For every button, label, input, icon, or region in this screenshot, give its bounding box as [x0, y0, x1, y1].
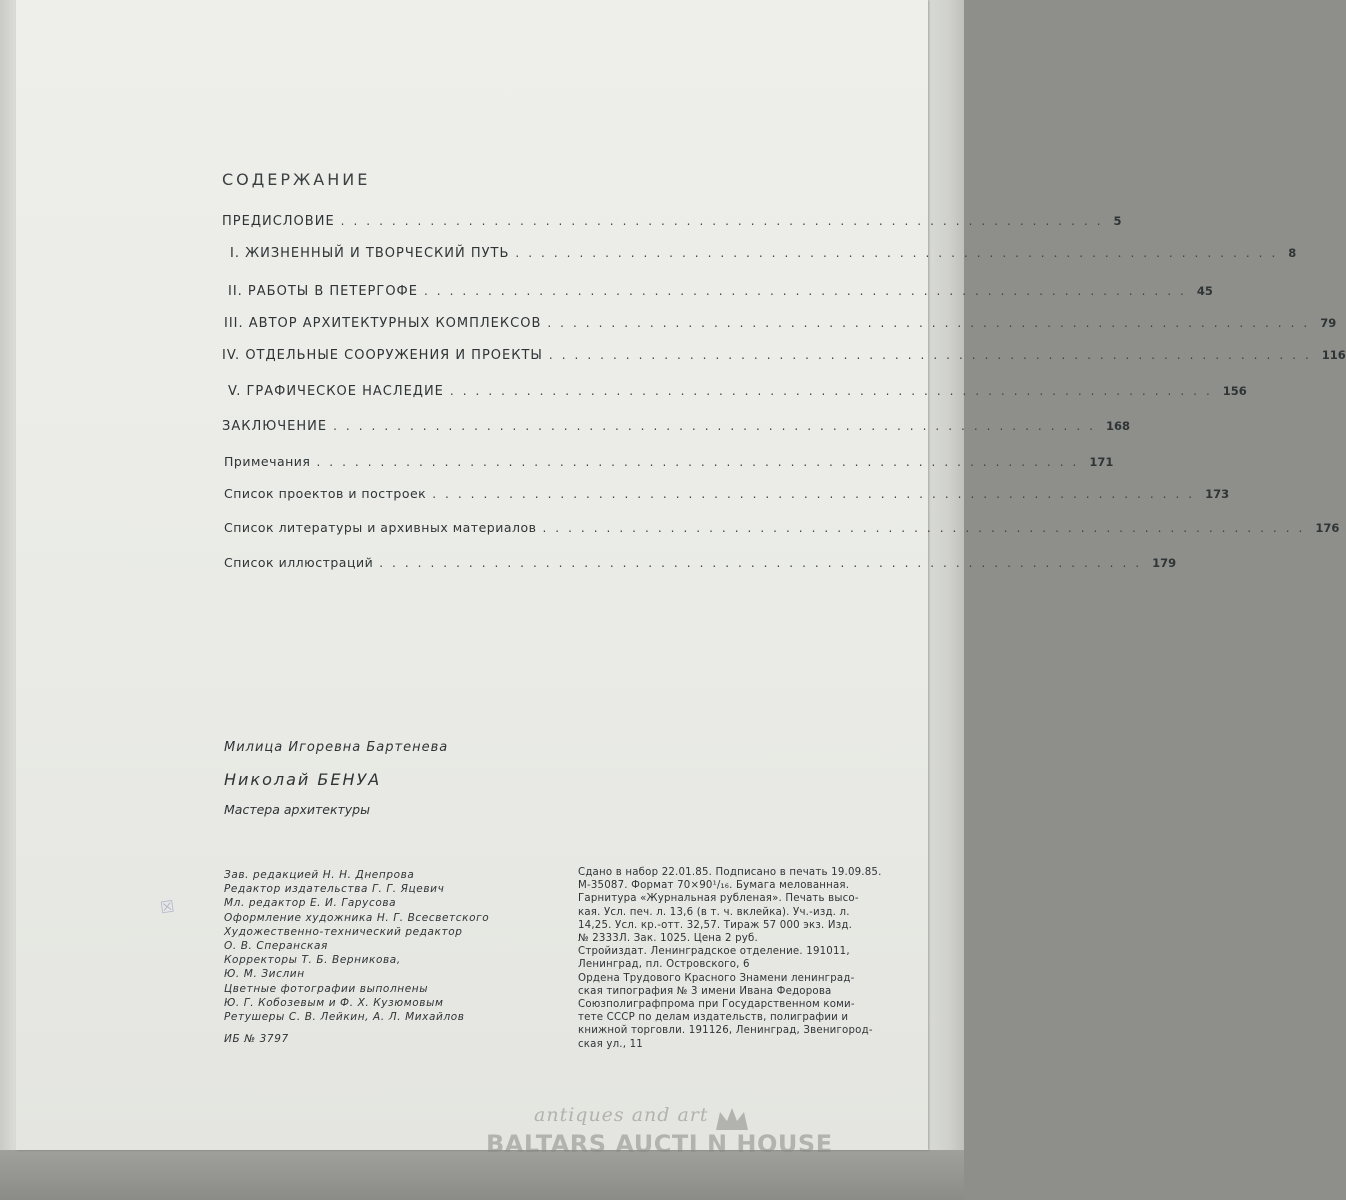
credit-line: Зав. редакцией Н. Н. Днепрова: [224, 869, 415, 881]
toc-entry: [224, 316, 1337, 336]
toc-entry-page: 176: [1315, 521, 1340, 535]
toc-leader-dots: ............................................................: [548, 348, 1318, 362]
imprint-line: Гарнитура «Журнальная рубленая». Печать высо-: [578, 893, 859, 905]
toc-entry-page: 173: [1205, 487, 1230, 501]
toc-entry-label: IV. ОТДЕЛЬНЫЕ СООРУЖЕНИЯ И ПРОЕКТЫ: [222, 348, 543, 363]
imprint-line: ская ул., 11: [578, 1038, 643, 1050]
toc-entry-label: Список иллюстраций: [224, 555, 374, 570]
credit-line: Мл. редактор Е. И. Гарусова: [224, 897, 397, 910]
toc-entry-page: 156: [1222, 384, 1247, 398]
toc-entry-page: 45: [1196, 284, 1213, 298]
credit-line: Редактор издательства Г. Г. Яцевич: [224, 883, 445, 896]
credits-block: [224, 868, 564, 1046]
toc-entry-page: 179: [1152, 556, 1177, 570]
toc-entry: [228, 384, 1247, 404]
toc-leader-dots: ............................................................: [542, 521, 1312, 535]
toc-entry-page: 116: [1321, 348, 1346, 362]
bottom-shadow: [0, 1150, 964, 1200]
toc-entry-label: Список литературы и архивных материалов: [224, 520, 537, 535]
imprint-line: ская типография № 3 имени Ивана Федорова: [578, 985, 832, 997]
credit-line: Цветные фотографии выполнены: [224, 982, 429, 995]
imprint-line: № 2333Л. Зак. 1025. Цена 2 руб.: [578, 933, 758, 945]
imprint-line: М-35087. Формат 70×90¹/₁₆. Бумага мелованная.: [578, 880, 850, 892]
toc-entry: [222, 419, 1130, 439]
toc-leader-dots: ............................................................: [449, 384, 1219, 398]
imprint-line: тете СССР по делам издательств, полиграфии и: [578, 1012, 849, 1024]
watermark-tagline: antiques and art: [534, 1104, 709, 1126]
book-title: Николай БЕНУА: [224, 770, 382, 789]
imprint-line: кая. Усл. печ. л. 13,6 (в т. ч. вклейка). Уч.-изд. л.: [578, 906, 850, 918]
credit-line: Корректоры Т. Б. Верникова,: [224, 954, 401, 967]
toc-leader-dots: ............................................................: [515, 246, 1285, 260]
toc-entry: [230, 246, 1297, 266]
toc-entry-label: Список проектов и построек: [224, 486, 427, 501]
toc-entry: [224, 520, 1340, 540]
imprint-line: Ордена Трудового Красного Знамени ленинград-: [578, 972, 855, 984]
toc-entry-label: ЗАКЛЮЧЕНИЕ: [222, 419, 328, 434]
toc-leader-dots: ............................................................: [432, 487, 1202, 501]
toc-entry: [224, 486, 1230, 506]
toc-entry-page: 168: [1105, 419, 1130, 433]
toc-title: СОДЕРЖАНИЕ: [222, 170, 371, 189]
toc-entry: [222, 214, 1122, 234]
credit-line: Художественно-технический редактор: [224, 925, 463, 938]
credit-line: Ю. Г. Кобозевым и Ф. Х. Кузюмовым: [224, 996, 444, 1009]
imprint-line: 14,25. Усл. кр.-отт. 32,57. Тираж 57 000 экз. Изд.: [578, 919, 853, 931]
credit-line: Оформление художника Н. Г. Всесветского: [224, 911, 490, 924]
imprint-line: книжной торговли. 191126, Ленинград, Звенигород-: [578, 1025, 873, 1037]
book-author: Милица Игоревна Бартенева: [224, 740, 449, 755]
toc-leader-dots: ............................................................: [340, 214, 1110, 228]
toc-entry-page: 79: [1320, 316, 1337, 330]
imprint-block: [578, 866, 908, 1051]
toc-entry-label: II. РАБОТЫ В ПЕТЕРГОФЕ: [228, 284, 418, 299]
toc-entry-page: 5: [1113, 214, 1122, 228]
toc-leader-dots: ............................................................: [547, 316, 1317, 330]
toc-entry: [222, 348, 1346, 368]
toc-entry-label: V. ГРАФИЧЕСКОЕ НАСЛЕДИЕ: [228, 384, 444, 399]
imprint-line: Союзполиграфпрома при Государственном коми-: [578, 999, 855, 1011]
toc-leader-dots: ............................................................: [316, 455, 1086, 469]
toc-entry-page: 8: [1288, 246, 1297, 260]
ib-number: ИБ № 3797: [224, 1033, 289, 1046]
credit-line: О. В. Сперанская: [224, 940, 328, 953]
imprint-line: Ленинград, пл. Островского, 6: [578, 959, 750, 971]
toc-entry: [228, 284, 1213, 304]
toc-entry-label: Примечания: [224, 454, 311, 469]
imprint-line: Стройиздат. Ленинградское отделение. 191011,: [578, 946, 850, 958]
toc-entry-label: III. АВТОР АРХИТЕКТУРНЫХ КОМПЛЕКСОВ: [224, 316, 542, 331]
imprint-line: Сдано в набор 22.01.85. Подписано в печать 19.09.85.: [578, 867, 882, 878]
toc-entry-label: ПРЕДИСЛОВИЕ: [222, 214, 335, 229]
ink-stamp-mark: ☒: [158, 896, 176, 918]
toc-leader-dots: ............................................................: [423, 284, 1193, 298]
toc-entry-label: I. ЖИЗНЕННЫЙ И ТВОРЧЕСКИЙ ПУТЬ: [230, 246, 510, 261]
watermark-brand: BALTARS AUCTI N HOUSE: [486, 1130, 833, 1158]
toc-leader-dots: ............................................................: [379, 556, 1149, 570]
credit-line: Ю. М. Зислин: [224, 968, 305, 981]
toc-entry-page: 171: [1089, 455, 1114, 469]
toc-entry: [224, 454, 1114, 474]
toc-leader-dots: ............................................................: [333, 419, 1102, 433]
credit-line: Ретушеры С. В. Лейкин, А. Л. Михайлов: [224, 1011, 465, 1024]
toc-entry: [224, 555, 1177, 575]
book-series: Мастера архитектуры: [224, 802, 370, 817]
